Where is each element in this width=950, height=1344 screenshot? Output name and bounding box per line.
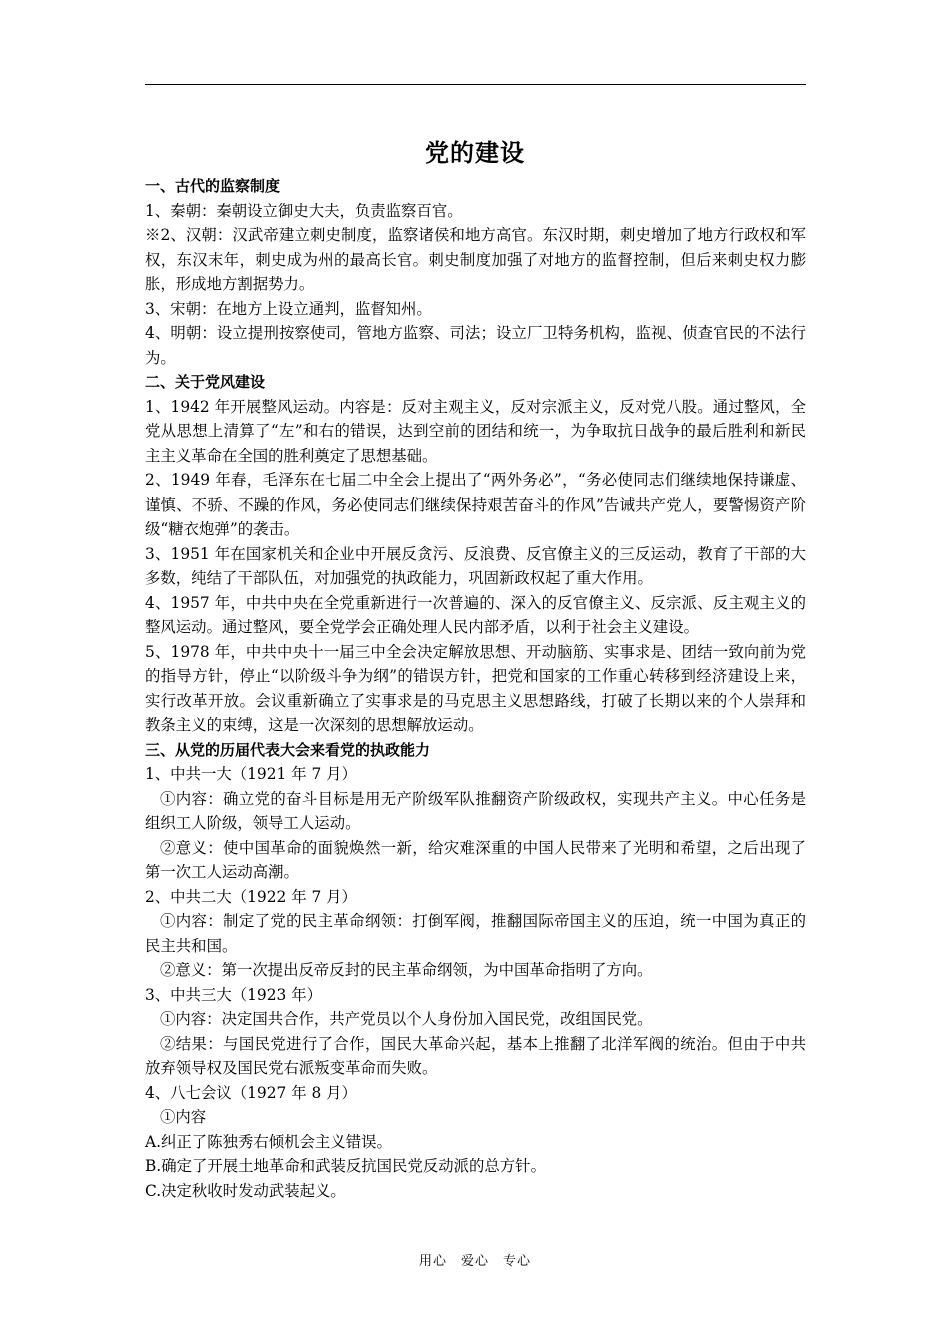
header-rule: [145, 84, 806, 85]
section-heading: 一、古代的监察制度: [145, 177, 281, 195]
paragraph: 3、1951 年在国家机关和企业中开展反贪污、反浪费、反官僚主义的三反运动，教育了干部的大多数，纯结了干部队伍，对加强党的执政能力，巩固新政权起了重大作用。: [145, 544, 806, 587]
document-body: [145, 174, 806, 1203]
page-title: 党的建设: [425, 139, 525, 167]
section-heading: 三、从党的历届代表大会来看党的执政能力: [145, 740, 431, 759]
indented-paragraph: ②意义：第一次提出反帝反封的民主革命纲领，为中国革命指明了方向。: [160, 961, 653, 979]
paragraph: 2、中共二大（1922 年 7 月）: [145, 887, 357, 906]
paragraph: 4、1957 年，中共中央在全党重新进行一次普遍的、深入的反官僚主义、反宗派、反主观主义的整风运动。通过整风，要全党学会正确处理人民内部矛盾，以利于社会主义建设。: [145, 593, 806, 636]
indented-paragraph: ①内容：决定国共合作，共产党员以个人身份加入国民党，改组国民党。: [160, 1010, 653, 1028]
page-footer: 用心 爱心 专心: [418, 1254, 531, 1269]
list-item: C.决定秋收时发动武装起义。: [145, 1181, 346, 1200]
paragraph: 4、明朝：设立提刑按察使司，管地方监察、司法；设立厂卫特务机构，监视、侦查官民的不法行为。: [145, 324, 806, 367]
indented-paragraph: ②意义：使中国革命的面貌焕然一新，给灾难深重的中国人民带来了光明和希望，之后出现了第一次工人运动高潮。: [145, 838, 806, 881]
paragraph: 4、八七会议（1927 年 8 月）: [145, 1083, 357, 1102]
paragraph: 5、1978 年，中共中央十一届三中全会决定解放思想、开动脑筋、实事求是、团结一致向前为党的指导方针，停止“以阶级斗争为纲”的错误方针，把党和国家的工作重心转移到经济建设上来，实行改革开放。会议重新确立了实事求是的马克思主义思想路线，打破了长期以来的个人崇拜和教条主义的束缚，这是一次深刻的思想解放运动。: [145, 642, 806, 734]
paragraph: 1、1942 年开展整风运动。内容是：反对主观主义，反对宗派主义，反对党八股。通过整风，全党从思想上清算了“左”和右的错误，达到空前的团结和统一，为争取抗日战争的最后胜利和新民主主义革命在全国的胜利奠定了思想基础。: [145, 397, 806, 465]
list-item: A.纠正了陈独秀右倾机会主义错误。: [145, 1132, 392, 1151]
paragraph: 1、中共一大（1921 年 7 月）: [145, 765, 357, 783]
indented-paragraph: ①内容：制定了党的民主革命纲领：打倒军阀，推翻国际帝国主义的压迫，统一中国为真正的民主共和国。: [145, 912, 806, 955]
indented-paragraph: ①内容：确立党的奋斗目标是用无产阶级军队推翻资产阶级政权，实现共产主义。中心任务是组织工人阶级，领导工人运动。: [145, 789, 806, 832]
section-heading: 二、关于党风建设: [145, 373, 266, 391]
paragraph: 3、中共三大（1923 年）: [145, 985, 322, 1004]
indented-paragraph: ②结果：与国民党进行了合作，国民大革命兴起，基本上推翻了北洋军阀的统治。但由于中共放弃领导权及国民党右派叛变革命而失败。: [145, 1034, 806, 1077]
paragraph: ※2、汉朝：汉武帝建立刺史制度，监察诸侯和地方高官。东汉时期，刺史增加了地方行政权和军权，东汉末年，刺史成为州的最高长官。刺史制度加强了对地方的监督控制，但后来刺史权力膨胀，形成地方割据势力。: [145, 226, 806, 293]
paragraph: 3、宋朝：在地方上设立通判，监督知州。: [145, 299, 432, 318]
paragraph: 1、秦朝：秦朝设立御史大夫，负责监察百官。: [145, 201, 463, 220]
list-item: B.确定了开展土地革命和武装反抗国民党反动派的总方针。: [145, 1157, 546, 1175]
paragraph: 2、1949 年春，毛泽东在七届二中全会上提出了“两外务必”，“务必使同志们继续地保持谦虚、谨慎、不骄、不躁的作风，务必使同志们继续保持艰苦奋斗的作风”告诫共产党人，要警惕资产阶级“糖衣炮弹”的袭击。: [145, 471, 806, 538]
indented-paragraph: ①内容: [160, 1108, 207, 1126]
